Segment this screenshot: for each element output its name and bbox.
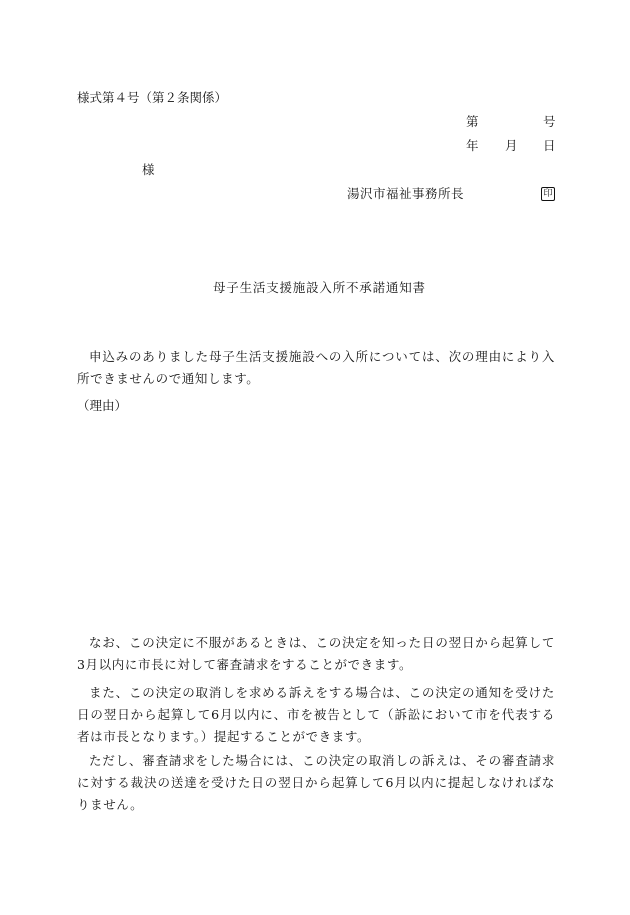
- document-title: 母子生活支援施設入所不承諾通知書: [213, 280, 426, 295]
- doc-number-prefix: 第: [466, 114, 479, 129]
- reason-label: （理由）: [77, 398, 128, 413]
- sender-name: 湯沢市福祉事務所長: [347, 186, 465, 201]
- seal-icon: 印: [541, 187, 555, 201]
- main-paragraph: 申込みのありました母子生活支援施設への入所については、次の理由により入所できませんので通知します。: [77, 349, 555, 386]
- notice-lawsuit: また、この決定の取消しを求める訴えをする場合は、この決定の通知を受けた日の翌日から起算して6月以内に、市を被告として（訴訟において市を代表する者は市長となります。）提起することができます。: [77, 685, 555, 744]
- date-year: 年: [466, 138, 479, 153]
- date-month: 月: [505, 138, 518, 153]
- addressee-suffix: 様: [142, 162, 155, 177]
- doc-number-suffix: 号: [543, 114, 556, 129]
- form-number: 様式第４号（第２条関係）: [77, 90, 228, 105]
- date-day: 日: [543, 138, 556, 153]
- notice-appeal: なお、この決定に不服があるときは、この決定を知った日の翌日から起算して3月以内に市長に対して審査請求をすることができます。: [77, 635, 555, 672]
- notice-proviso: ただし、審査請求をした場合には、この決定の取消しの訴えは、その審査請求に対する裁決の送達を受けた日の翌日から起算して6月以内に提起しなければなりません。: [77, 753, 555, 812]
- seal-mark: [541, 184, 555, 201]
